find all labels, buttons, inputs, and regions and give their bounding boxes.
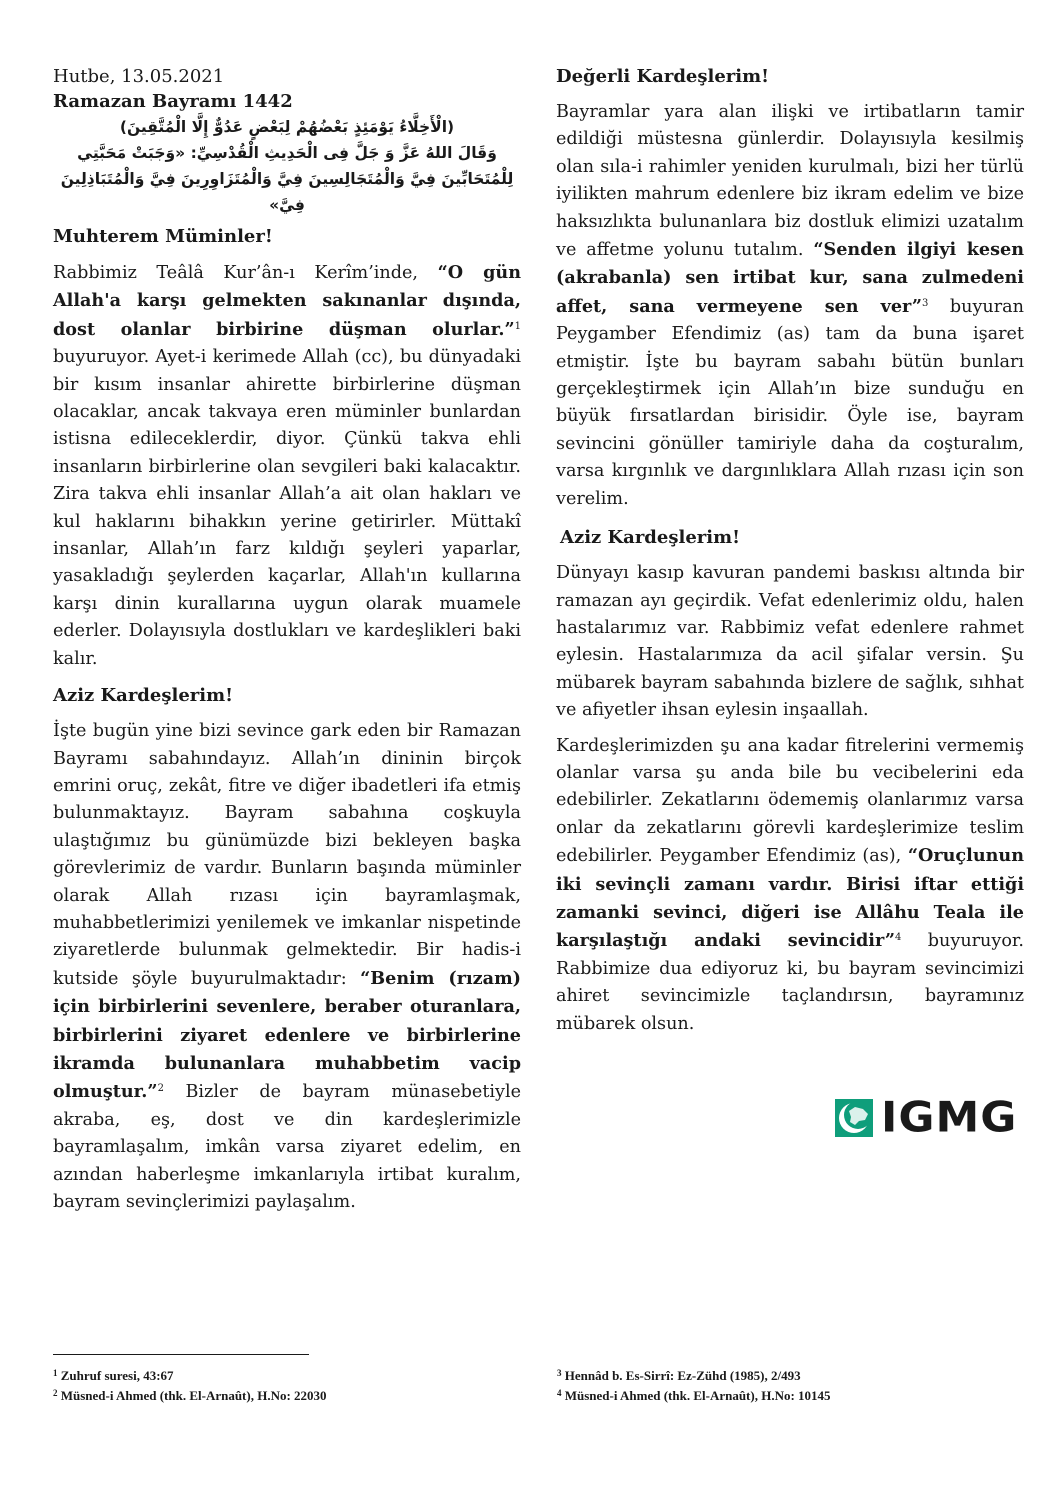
igmg-logo [835,1093,1018,1142]
paragraph-text: İşte bugün yine bizi sevince gark eden bir Ramazan Bayramı sabahındayız. Allah’ın dininin birçok emrini oruç, zekât, fitre ve diğer ibadetleri ifa etmiş bulunmaktayız. Bayram sabahına coşkuyla ulaştığımız bu günümüzde bizi bekleyen başka görevlerimiz de vardır. Bunların başında müminler olarak Allah rızası için bayramlaşmak, muhabbetlerimizi yenilemek ve imkanlar nispetinde ziyaretlerde bulunmak gelmektedir. Bir hadis-i kutside şöyle buyurulmaktadır: [53,721,521,989]
left-column [53,64,521,1216]
paragraph-text: Bizler de bayram münasebetiyle akraba, eş, dost ve din kardeşlerimizle bayramlaşalım, imkân varsa ziyaret edelim, en azından haberleşme imkanlarıyla irtibat kuralım, bayram sevinçlerimizi paylaşalım. [53,1082,521,1212]
footnote-number: 3 [557,1368,562,1378]
paragraph [53,718,521,1216]
sermon-date: Hutbe, 13.05.2021 [53,66,225,87]
sermon-title: Ramazan Bayramı 1442 [53,91,293,112]
right-column [556,64,1024,1038]
footnotes-right [557,1366,831,1406]
footnotes-left [53,1366,327,1406]
footnote-ref[interactable]: 3 [922,297,929,309]
footnote-divider [53,1354,309,1355]
paragraph-text: buyuran Peygamber Efendimiz (as) tam da buna işaret etmiştir. İşte bu bayram sabahı bütün bunları gerçekleştirmek için Allah’ın bize sunduğu en büyük fırsatlardan birisidir. Öyle ise, bayram sevincini gönüller tamiriyle daha da coşturalım, varsa kırgınlık ve dargınlıklara Allah rızası için son verelim. [556,296,1024,509]
logo-text: IGMG [881,1093,1018,1142]
paragraph [556,99,1024,513]
paragraph-text: Rabbimiz Teâlâ Kur’ân-ı Kerîm’inde, [53,263,438,283]
paragraph-text: buyuruyor. Ayet-i kerimede Allah (cc), bu dünyadaki bir kısım insanlar ahirette birbirlerine düşman olacaklar, ancak takvaya eren müminler bunlardan istisna edileceklerdir, diyor. Çünkü takva ehli insanların birbirlerine olan sevgileri baki kalacaktır. Zira takva ehli insanlar Allah’a ait olan hakları ve kul haklarını bihakkın yerine getirirler. Müttakî insanlar, Allah’ın farz kıldığı şeyleri yaparlar, yasakladığı şeylerden kaçarlar, Allah'ın kullarına karşı dinin kurallarına uygun olarak muamele ederler. Dolayısıyla dostlukları ve kardeşlikleri baki kalır. [53,347,521,669]
section-heading: Muhterem Müminler! [53,226,273,247]
paragraph-text: Bayramlar yara alan ilişki ve irtibatların tamir edildiği müstesna günlerdir. Dolayısıyla kesilmiş olan sıla-i rahimler yeniden kurulmalı, bizi her türlü iyilikten mahrum edenlere biz ikram edelim ve bize haksızlıkta bulunanlara biz dostluk elimizi uzatalım ve affetme yolunu tutalım. [556,102,1024,261]
footnote-number: 2 [53,1388,58,1398]
footnote-text: Zuhruf suresi, 43:67 [57,1368,174,1383]
footnote-text: Müsned-i Ahmed (thk. El-Arnaût), H.No: 22030 [57,1388,327,1403]
section-heading: Aziz Kardeşlerim! [53,685,234,707]
paragraph-text: buyuruyor. Rabbimize dua ediyoruz ki, bu bayram sevincimizi ahiret sevincimizle taçlandırsın, bayramınız mübarek olsun. [556,931,1024,1034]
paragraph-text: Kardeşlerimizden şu ana kadar fitrelerini vermemiş olanlar varsa şu anda bile bu vecibelerini eda edebilirler. Zekatlarını ödememiş olanlarımız varsa onlar da zekatlarını görevli kardeşlerimize teslim edebilirler. Peygamber Efendimiz (as), [556,735,1024,867]
crescent-europe-icon [835,1099,873,1137]
footnote-ref[interactable]: 1 [514,320,521,332]
footnote-text: Müsned-i Ahmed (thk. El-Arnaût), H.No: 10145 [561,1388,831,1403]
footnote-ref[interactable]: 4 [895,932,902,944]
hadith-quote: “Oruçlunun iki sevinçli zamanı vardır. Birisi iftar ettiği zamanki sevinci, diğeri ise Allâhu Teala ile karşılaştığı andaki sevincidir” [556,845,1024,952]
footnote [557,1366,831,1386]
footnote [53,1366,327,1386]
footnote-number: 1 [53,1368,58,1378]
arabic-hadith: وَقَالَ اللهُ عَزَّ وَ جَلَّ فِى الْحَدِيثِ الْقُدْسِيِّ: «وَجَبَتْ مَحَبَّتِي لِلْمُتَحَابِّينَ فِيَّ وَالْمُتَجَالِسِينَ فِيَّ وَالْمُتَزَاوِرِينَ فِيَّ وَالْمُتَبَاذِلِينَ فِيَّ» [60,144,514,214]
footnote-ref[interactable]: 2 [157,1083,164,1095]
footnote-text: Hennâd b. Es-Sirrî: Ez-Zühd (1985), 2/493 [561,1368,801,1383]
arabic-verse: (الْأَخِلَّاءُ يَوْمَئِذٍ بَعْضُهُمْ لِبَعْضٍ عَدُوٌّ إِلَّا الْمُتَّقِينَ) [119,118,455,136]
hadith-quote: “Benim (rızam) için birbirlerini sevenlere, beraber oturanlara, birbirlerini ziyaret edenlere ve birbirlerine ikramda bulunanlara muhabbetim vacip olmuştur.” [53,967,522,1103]
paragraph [556,733,1024,1038]
quran-quote: “O gün Allah'a karşı gelmekten sakınanlar dışında, dost olanlar birbirine düşman olurlar.” [53,262,521,340]
footnote [53,1386,327,1406]
footnote [557,1386,831,1406]
footnote-number: 4 [557,1388,562,1398]
paragraph: Dünyayı kasıp kavuran pandemi baskısı altında bir ramazan ayı geçirdik. Vefat edenlerimiz oldu, halen hastalarımız var. Rabbimiz vefat edenlere rahmet eylesin. Hastalarımıza da acil şifalar versin. Şu mübarek bayram sabahında bizlere de sağlık, sıhhat ve afiyetler ihsan eylesin inşaallah. [556,563,1024,721]
hadith-quote: “Senden ilgiyi kesen (akrabanla) sen irtibat kur, sana zulmedeni affet, sana vermeyene sen ver” [556,239,1024,317]
paragraph [53,259,521,673]
section-heading: Aziz Kardeşlerim! [560,527,741,549]
section-heading: Değerli Kardeşlerim! [556,66,770,87]
